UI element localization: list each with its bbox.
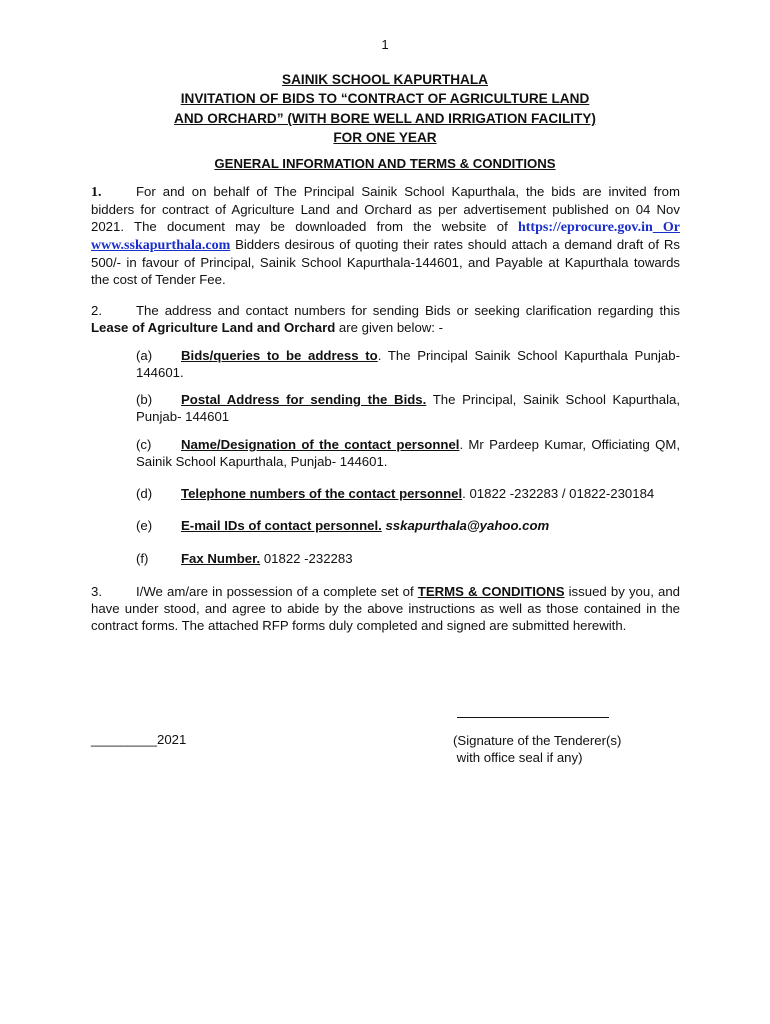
contact-email: sskapurthala@yahoo.com — [385, 518, 550, 533]
item-b — [136, 391, 680, 425]
item-d-heading: Telephone numbers of the contact personnel — [181, 486, 463, 501]
signature-date: _________2021 — [91, 732, 187, 747]
item-a-label: (a) — [136, 348, 153, 363]
paragraph-2 — [91, 302, 680, 336]
para-2-number: 2. — [91, 303, 102, 318]
item-b-label: (b) — [136, 392, 153, 407]
item-c-text: . Mr Pardeep Kumar, Officiating QM, Sainik School Kapurthala, Punjab- 144601. — [136, 437, 680, 469]
eprocure-link[interactable]: https://eprocure.gov.in — [517, 220, 653, 235]
para-3-text-a: I/We am/are in possession of a complete set of — [136, 584, 418, 599]
item-c — [136, 436, 680, 470]
para-3-text-b: issued by you, and have under stood, and agree to abide by the above instructions as well as those contained in the contract forms. The attached RFP forms duly completed and signed are submitted herewith. — [91, 584, 680, 633]
item-f-heading: Fax Number. — [181, 551, 261, 566]
signature-line — [457, 717, 609, 718]
item-b-text: The Principal, Sainik School Kapurthala, Punjab- 144601 — [136, 392, 680, 424]
para-1-text-a: For and on behalf of The Principal Sainik School Kapurthala, the bids are invited from bidders for contract of Agriculture Land and Orchard as per advertisement published on 04 Nov 2021. The document may be downloaded from the website of — [91, 184, 680, 234]
item-b-heading: Postal Address for sending the Bids. — [181, 392, 427, 407]
item-c-heading: Name/Designation of the contact personnel — [181, 437, 460, 452]
item-f-label: (f) — [136, 551, 149, 566]
para-2-text-b: are given below: - — [335, 320, 444, 335]
item-f — [136, 550, 680, 567]
title-line-4: FOR ONE YEAR — [333, 130, 437, 145]
item-c-label: (c) — [136, 437, 152, 452]
title-line-2: INVITATION OF BIDS TO “CONTRACT OF AGRICULTURE LAND — [180, 91, 590, 106]
signature-caption-2: with office seal if any) — [453, 750, 583, 765]
para-3-number: 3. — [91, 584, 102, 599]
item-a-text: . The Principal Sainik School Kapurthala Punjab-144601. — [136, 348, 680, 380]
item-a — [136, 347, 680, 381]
signature-block — [453, 732, 621, 766]
paragraph-3 — [91, 583, 680, 634]
sskapurthala-link[interactable]: www.sskapurthala.com — [91, 238, 231, 253]
item-a-heading: Bids/queries to be address to — [181, 348, 378, 363]
title-line-3: AND ORCHARD” (WITH BORE WELL AND IRRIGATION FACILITY) — [174, 111, 596, 126]
item-f-text: 01822 -232283 — [260, 551, 353, 566]
para-3-bold: TERMS & CONDITIONS — [417, 584, 565, 599]
signature-caption-1: (Signature of the Tenderer(s) — [453, 733, 622, 748]
item-e — [136, 517, 680, 534]
para-1-number: 1. — [91, 185, 102, 200]
link-or: Or — [652, 220, 680, 235]
item-d-label: (d) — [136, 486, 153, 501]
para-2-text-a: The address and contact numbers for sending Bids or seeking clarification regarding this — [136, 303, 680, 318]
item-d-text: . 01822 -232283 / 01822-230184 — [462, 486, 655, 501]
page-number: 1 — [381, 37, 389, 52]
title-line-1: SAINIK SCHOOL KAPURTHALA — [282, 72, 488, 87]
item-e-label: (e) — [136, 518, 153, 533]
item-d — [136, 485, 680, 502]
item-e-heading: E-mail IDs of contact personnel. — [181, 518, 382, 533]
general-info-heading: GENERAL INFORMATION AND TERMS & CONDITIONS — [214, 156, 556, 171]
paragraph-1 — [91, 183, 680, 288]
para-1-text-b: Bidders desirous of quoting their rates should attach a demand draft of Rs 500/- in favour of Principal, Sainik School Kapurthala-144601, and Payable at Kapurthala towards the cost of Tender Fee. — [91, 237, 680, 287]
para-2-bold: Lease of Agriculture Land and Orchard — [91, 320, 336, 335]
document-title — [90, 70, 680, 147]
